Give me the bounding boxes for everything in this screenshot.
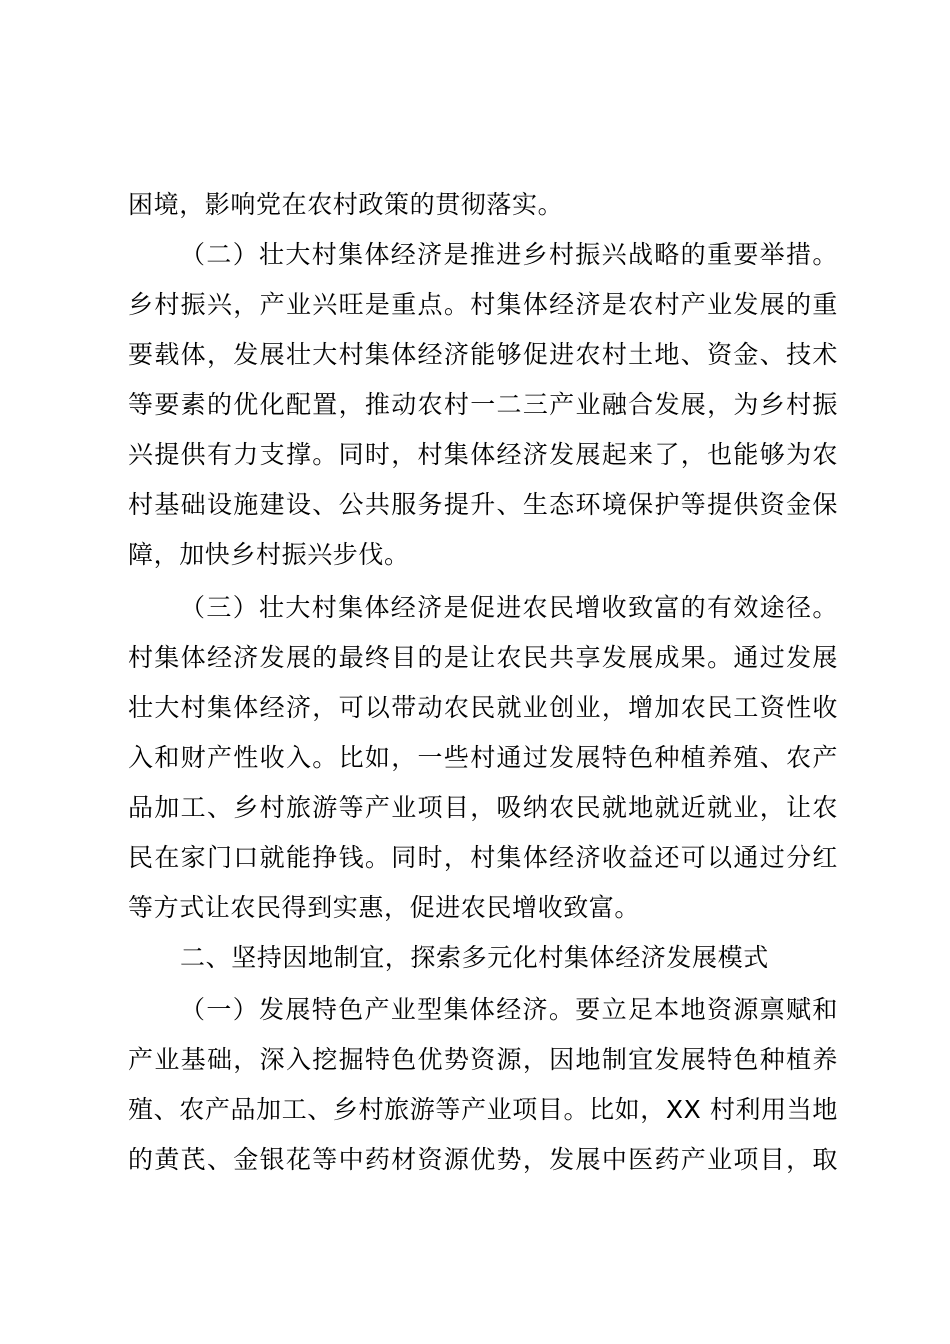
paragraph-line: 等要素的优化配置，推动农村一二三产业融合发展，为乡村振 (128, 390, 838, 419)
chapter-heading-2: 二、坚持因地制宜，探索多元化村集体经济发展模式 (180, 943, 769, 972)
paragraph-line: 兴提供有力支撑。同时，村集体经济发展起来了，也能够为农 (128, 440, 838, 469)
paragraph-line: 殖、农产品加工、乡村旅游等产业项目。比如，XX 村利用当地 (128, 1095, 838, 1124)
paragraph-line: 的黄芪、金银花等中药材资源优势，发展中医药产业项目，取 (128, 1145, 838, 1174)
paragraph-line: 村基础设施建设、公共服务提升、生态环境保护等提供资金保 (128, 490, 838, 519)
paragraph-line: 入和财产性收入。比如，一些村通过发展特色种植养殖、农产 (128, 743, 838, 772)
paragraph-line: 民在家门口就能挣钱。同时，村集体经济收益还可以通过分红 (128, 843, 838, 872)
paragraph-line: 障，加快乡村振兴步伐。 (128, 540, 410, 569)
paragraph-line: 等方式让农民得到实惠，促进农民增收致富。 (128, 893, 641, 922)
paragraph-line: 困境，影响党在农村政策的贯彻落实。 (128, 190, 564, 219)
paragraph-line: 要载体，发展壮大村集体经济能够促进农村土地、资金、技术 (128, 340, 838, 369)
section-heading-2: （二）壮大村集体经济是推进乡村振兴战略的重要举措。 (180, 240, 838, 269)
paragraph-line: 乡村振兴，产业兴旺是重点。村集体经济是农村产业发展的重 (128, 290, 838, 319)
section-heading-1: （一）发展特色产业型集体经济。要立足本地资源禀赋和 (180, 995, 838, 1024)
section-heading-3: （三）壮大村集体经济是促进农民增收致富的有效途径。 (180, 593, 838, 622)
paragraph-line: 产业基础，深入挖掘特色优势资源，因地制宜发展特色种植养 (128, 1045, 838, 1074)
paragraph-line: 壮大村集体经济，可以带动农民就业创业，增加农民工资性收 (128, 693, 838, 722)
paragraph-line: 品加工、乡村旅游等产业项目，吸纳农民就地就近就业，让农 (128, 793, 838, 822)
paragraph-line: 村集体经济发展的最终目的是让农民共享发展成果。通过发展 (128, 643, 838, 672)
